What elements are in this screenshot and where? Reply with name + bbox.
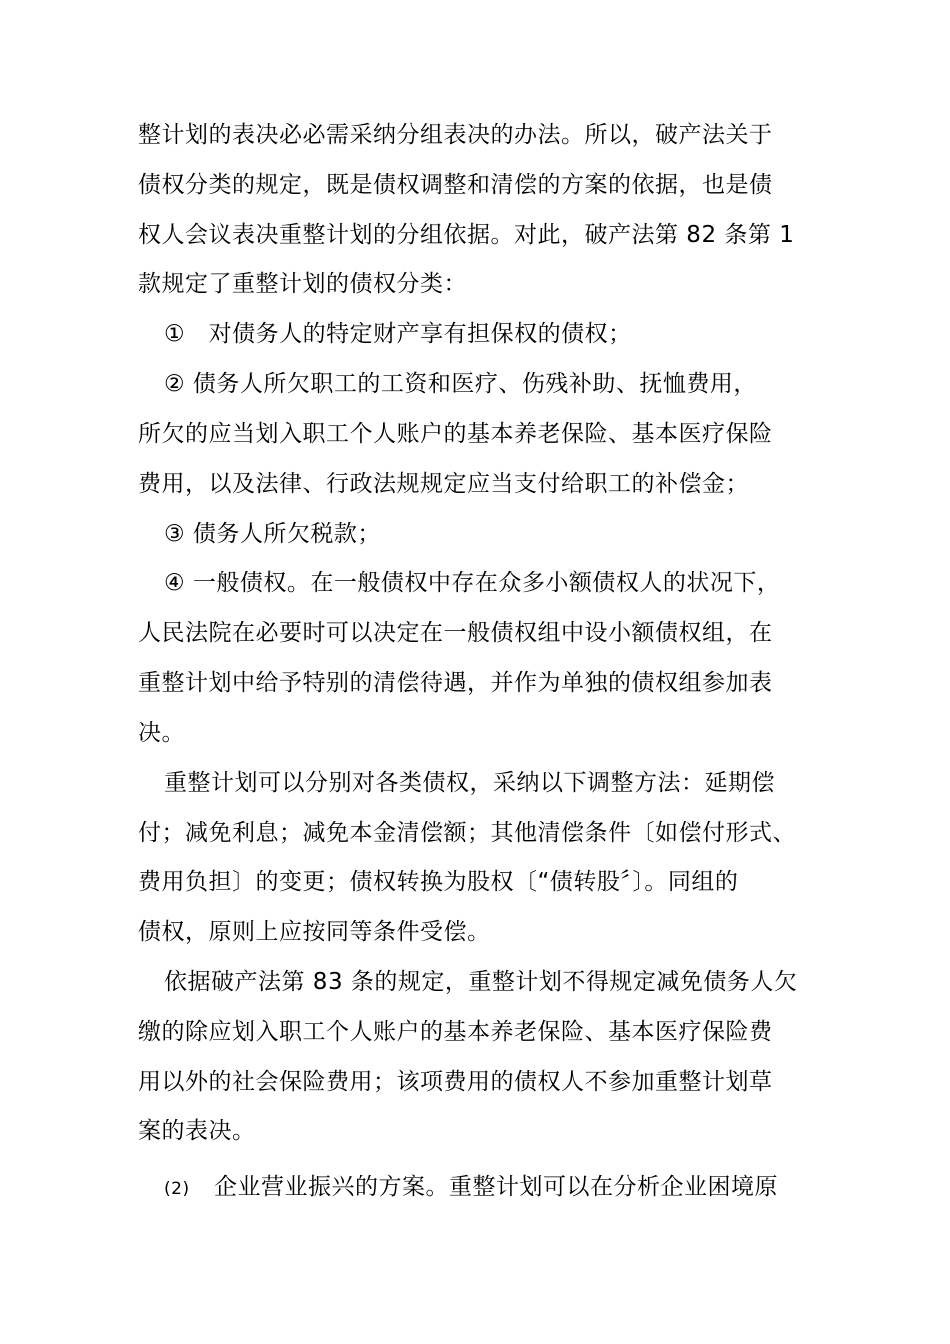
text-line: 权人会议表决重整计划的分组依据。对此，破产法第 82 条第 1 [138, 222, 795, 248]
text-line: 案的表决。 [138, 1118, 256, 1144]
paragraph-start: 重整计划可以分别对各类债权，采纳以下调整方法：延期偿 [164, 770, 775, 796]
text-line: 款规定了重整计划的债权分类： [138, 271, 467, 297]
section-heading [164, 1172, 844, 1204]
text-line: 重整计划中给予特别的清偿待遇，并作为单独的债权组参加表 [138, 670, 773, 696]
text-line: 用以外的社会保险费用；该项费用的债权人不参加重整计划草 [138, 1069, 773, 1095]
text-line: 人民法院在必要时可以决定在一般债权组中设小额债权组，在 [138, 620, 773, 646]
list-item: ② 债务人所欠职工的工资和医疗、伤残补助、抚恤费用， [164, 371, 757, 397]
list-item: ④ 一般债权。在一般债权中存在众多小额债权人的状况下， [164, 570, 781, 596]
text-line: 债权，原则上应按同等条件受偿。 [138, 919, 491, 945]
list-item: ③ 债务人所欠税款； [164, 521, 381, 547]
text-line: 付；减免利息；减免本金清偿额；其他清偿条件〔如偿付形式、 [138, 820, 796, 846]
text-line: 债权分类的规定，既是债权调整和清偿的方案的依据，也是债 [138, 172, 773, 198]
text-line: 决。 [138, 720, 185, 746]
text-line: 整计划的表决必必需采纳分组表决的办法。所以，破产法关于 [138, 122, 773, 148]
text-line: 缴的除应划入职工个人账户的基本养老保险、基本医疗保险费 [138, 1019, 773, 1045]
text-line: 费用，以及法律、行政法规规定应当支付给职工的补偿金； [138, 471, 749, 497]
list-item: ① 对债务人的特定财产享有担保权的债权； [164, 321, 632, 347]
section-number: (2) [164, 1179, 190, 1199]
section-heading-text: 企业营业振兴的方案。重整计划可以在分析企业困境原 [214, 1174, 778, 1200]
paragraph-start: 依据破产法第 83 条的规定，重整计划不得规定减免债务人欠 [164, 969, 798, 995]
text-line: 费用负担〕的变更；债权转换为股权〔“债转股〞〕。同组的 [138, 869, 739, 895]
text-line: 所欠的应当划入职工个人账户的基本养老保险、基本医疗保险 [138, 421, 773, 447]
